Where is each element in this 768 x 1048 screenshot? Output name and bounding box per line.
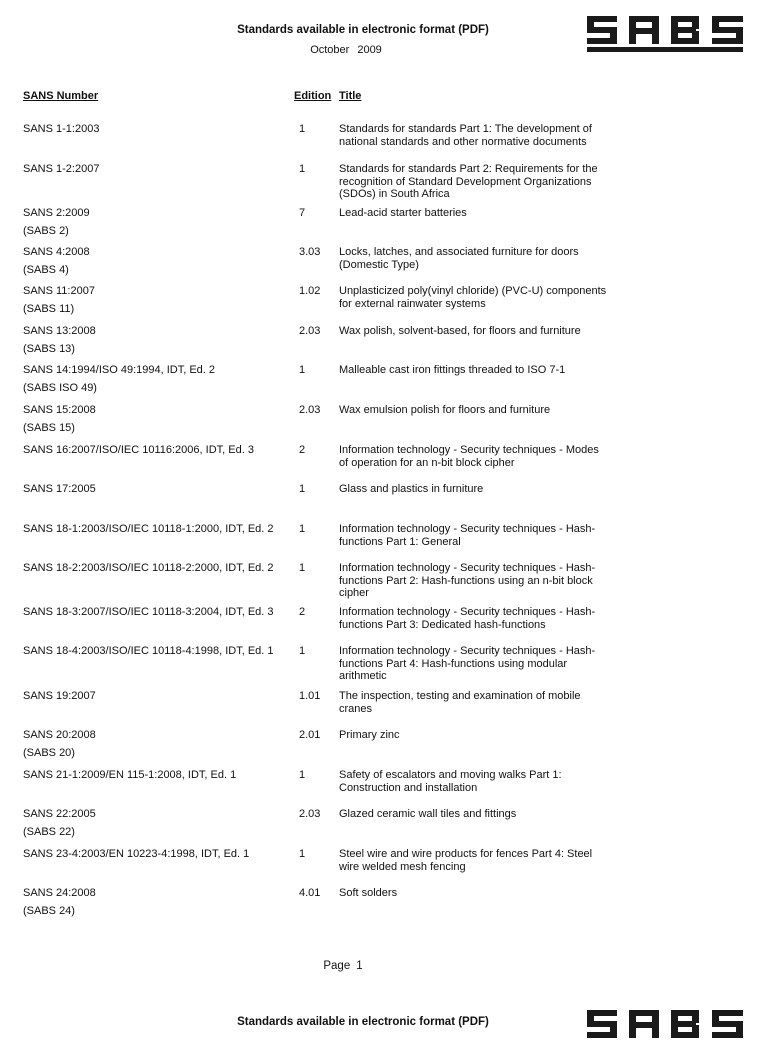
sans-number: SANS 2:2009 xyxy=(23,207,90,219)
standard-title: Unplasticized poly(vinyl chloride) (PVC-U) components for external rainwater systems xyxy=(339,285,607,310)
standard-title: Steel wire and wire products for fences Part 4: Steel wire welded mesh fencing xyxy=(339,848,593,873)
sans-number: SANS 11:2007 xyxy=(23,285,95,297)
sans-number: SANS 18-3:2007/ISO/IEC 10118-3:2004, IDT, Ed. 3 xyxy=(23,606,274,618)
document-title: Standards available in electronic format (PDF) xyxy=(237,24,489,36)
sans-number: SANS 13:2008 xyxy=(23,325,96,337)
edition: 2.03 xyxy=(299,325,321,337)
standard-title: Primary zinc xyxy=(339,729,400,741)
edition: 1 xyxy=(299,483,306,495)
edition: 1 xyxy=(299,769,306,781)
sans-number: SANS 23-4:2003/EN 10223-4:1998, IDT, Ed. 1 xyxy=(23,848,250,860)
edition: 4.01 xyxy=(299,887,321,899)
edition: 2 xyxy=(299,444,306,456)
standard-title: Standards for standards Part 2: Requirements for the recognition of Standard Development Organizations (SDOs) in South Africa xyxy=(339,163,598,200)
sans-number: SANS 18-1:2003/ISO/IEC 10118-1:2000, IDT, Ed. 2 xyxy=(23,523,274,535)
edition: 2 xyxy=(299,606,306,618)
edition: 1 xyxy=(299,364,306,376)
edition: 1 xyxy=(299,848,306,860)
edition: 2.03 xyxy=(299,808,321,820)
standard-title: Wax polish, solvent-based, for floors and furniture xyxy=(339,325,581,337)
edition: 3.03 xyxy=(299,246,321,258)
sans-number: SANS 18-4:2003/ISO/IEC 10118-4:1998, IDT, Ed. 1 xyxy=(23,645,274,657)
sans-number: SANS 4:2008 xyxy=(23,246,90,258)
sabs-number: (SABS 4) xyxy=(23,263,69,276)
sans-number: SANS 19:2007 xyxy=(23,690,96,702)
next-page-title: Standards available in electronic format (PDF) xyxy=(237,1016,489,1028)
sabs-logo-next-page xyxy=(587,1008,743,1048)
sabs-number: (SABS 20) xyxy=(23,746,75,759)
column-header-edition: Edition xyxy=(294,90,332,102)
sabs-logo xyxy=(587,14,743,54)
page-number: 1 xyxy=(356,960,363,972)
sabs-number: (SABS 13) xyxy=(23,342,75,355)
page-label: Page xyxy=(323,960,351,972)
sans-number: SANS 17:2005 xyxy=(23,483,96,495)
edition: 2.01 xyxy=(299,729,321,741)
sans-number: SANS 15:2008 xyxy=(23,404,96,416)
standard-title: Lead-acid starter batteries xyxy=(339,207,467,219)
edition: 7 xyxy=(299,207,306,219)
sabs-number: (SABS ISO 49) xyxy=(23,381,97,394)
sans-number: SANS 16:2007/ISO/IEC 10116:2006, IDT, Ed. 3 xyxy=(23,444,254,456)
edition: 1 xyxy=(299,163,306,175)
standard-title: Information technology - Security techniques - Hash-functions Part 2: Hash-functions using an n-bit block cipher xyxy=(339,562,596,599)
standard-title: Information technology - Security techniques - Hash-functions Part 3: Dedicated hash-functions xyxy=(339,606,596,631)
sans-number: SANS 1-2:2007 xyxy=(23,163,100,175)
standard-title: Information technology - Security techniques - Modes of operation for an n-bit block cipher xyxy=(339,444,599,469)
standard-title: Locks, latches, and associated furniture for doors (Domestic Type) xyxy=(339,246,579,271)
edition: 1.02 xyxy=(299,285,321,297)
sans-number: SANS 22:2005 xyxy=(23,808,96,820)
column-header-title: Title xyxy=(339,90,362,102)
page-footer xyxy=(0,960,686,972)
sans-number: SANS 21-1:2009/EN 115-1:2008, IDT, Ed. 1 xyxy=(23,769,237,781)
sabs-number: (SABS 2) xyxy=(23,224,69,237)
sans-number: SANS 1-1:2003 xyxy=(23,123,100,135)
edition: 1.01 xyxy=(299,690,321,702)
column-header-sans-number: SANS Number xyxy=(23,90,99,102)
edition: 1 xyxy=(299,523,306,535)
standard-title: Malleable cast iron fittings threaded to ISO 7-1 xyxy=(339,364,566,376)
standard-title: Information technology - Security techniques - Hash-functions Part 4: Hash-functions using modular arithmetic xyxy=(339,645,596,682)
edition: 1 xyxy=(299,123,306,135)
sans-number: SANS 20:2008 xyxy=(23,729,96,741)
sabs-number: (SABS 24) xyxy=(23,904,75,917)
edition: 2.03 xyxy=(299,404,321,416)
sans-number: SANS 24:2008 xyxy=(23,887,96,899)
date-year: 2009 xyxy=(357,44,382,56)
standard-title: Glass and plastics in furniture xyxy=(339,483,484,495)
sabs-number: (SABS 11) xyxy=(23,302,75,315)
standard-title: Information technology - Security techniques - Hash-functions Part 1: General xyxy=(339,523,596,548)
standard-title: The inspection, testing and examination of mobile cranes xyxy=(339,690,581,715)
sans-number: SANS 14:1994/ISO 49:1994, IDT, Ed. 2 xyxy=(23,364,216,376)
standard-title: Safety of escalators and moving walks Part 1: Construction and installation xyxy=(339,769,562,794)
standard-title: Glazed ceramic wall tiles and fittings xyxy=(339,808,517,820)
sabs-number: (SABS 22) xyxy=(23,825,75,838)
standard-title: Standards for standards Part 1: The development of national standards and other normative documents xyxy=(339,123,592,148)
edition: 1 xyxy=(299,562,306,574)
standard-title: Wax emulsion polish for floors and furniture xyxy=(339,404,551,416)
edition: 1 xyxy=(299,645,306,657)
standard-title: Soft solders xyxy=(339,887,398,899)
sabs-number: (SABS 15) xyxy=(23,421,75,434)
sans-number: SANS 18-2:2003/ISO/IEC 10118-2:2000, IDT, Ed. 2 xyxy=(23,562,274,574)
date-month: October xyxy=(310,44,350,56)
